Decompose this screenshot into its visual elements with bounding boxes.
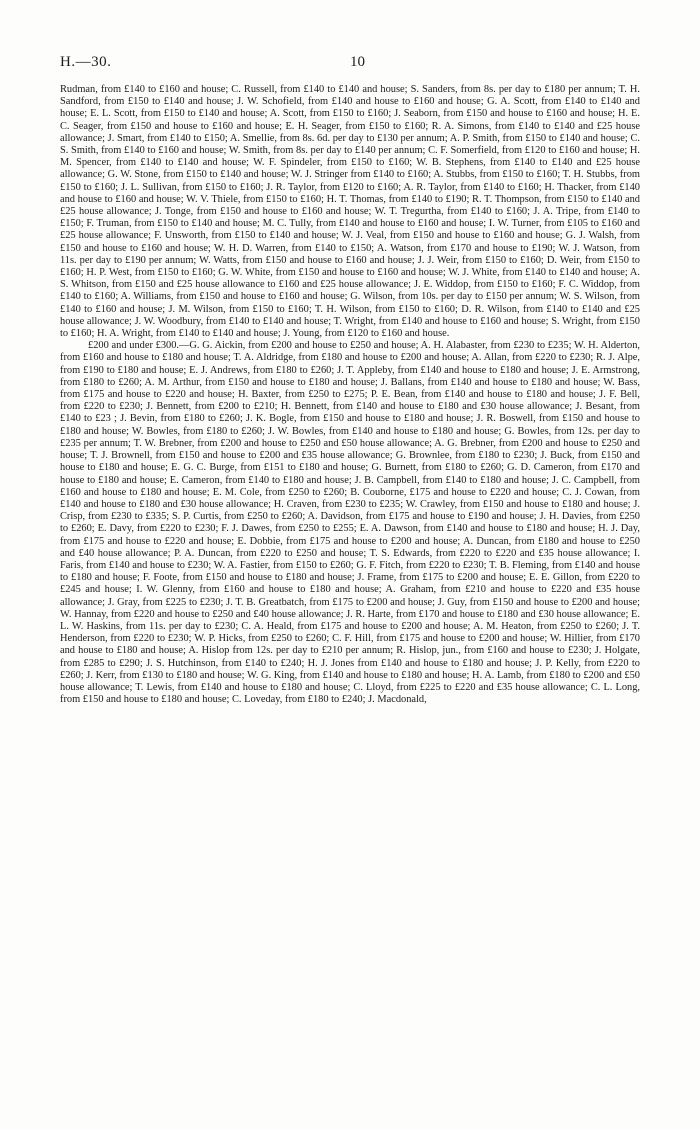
- paragraph-continued: Rudman, from £140 to £160 and house; C. Russell, from £140 to £140 and house; S. Sanders, from 8s. per day to £180 per annum; T. H. Sandford, from £150 to £140 and house; J. W. Schofield, from £140 and house to £160 and house; G. A. Scott, from £140 to £140 and house; E. L. Scott, from £150 to £140 and house; A. Scott, from £150 to £160; J. Seaborn, from £150 and house to £160 and house; H. E. C. Seager, from £150 and house to £160 and house; E. H. Seager, from £150 to £160; R. A. Simons, from £140 to £140 and £25 house allowance; J. Smart, from £140 to £150; A. Smellie, from 8s. 6d. per day to £130 per annum; A. P. Smith, from £150 to £140 and house; C. S. Smith, from £140 to £160 and house; W. Smith, from 8s. per day to £140 per annum; C. F. Somerfield, from £120 to £160 and house; H. M. Spencer, from £140 to £140 and house; W. F. Spindeler, from £150 to £160; W. B. Stephens, from £140 to £140 and £25 house allowance; G. W. Stone, from £150 to £140 and house; W. J. Stringer from £140 to £160; A. Stubbs, from £150 to £160; T. H. Stubbs, from £150 to £160; J. L. Sullivan, from £150 to £160; J. R. Taylor, from £120 to £160; A. R. Taylor, from £140 to £160; H. Thacker, from £140 and house to £160 and house; W. V. Thiele, from £150 to £160; H. T. Thomas, from £140 to £190; R. T. Thompson, from £150 to £140 and £25 house allowance; J. Tonge, from £150 and house to £160 and house; W. T. Tregurtha, from £140 to £160; J. A. Tripe, from £140 to £150; F. Truman, from £150 to £140 and house; M. C. Tully, from £140 and house to £160 and house; I. W. Turner, from £105 to £160 and £25 house allowance; F. Unsworth, from £150 to £140 and house; W. J. Veal, from £150 and house to £160 and house; G. J. Walsh, from £150 and house to £160 and house; W. H. D. Warren, from £140 to £150; A. Watson, from £170 and house to £190; W. J. Watson, from 11s. per day to £190 per annum; W. Watts, from £150 and house to £160 and house; J. J. Weir, from £150 to £160; D. Weir, from £150 to £160; H. P. West, from £150 to £160; G. W. White, from £150 and house to £160 and house; W. J. White, from £140 to £140 and house; A. S. Whitson, from £150 and £25 house allowance to £160 and £25 house allowance; J. E. Widdop, from £150 to £160; F. C. Widdop, from £140 to £160; A. Williams, from £150 and house to £160 and house; G. Wilson, from 10s. per day to £150 per annum; W. S. Wilson, from £140 to £160 and house; J. M. Wilson, from £150 to £160; T. H. Wilson, from £150 to £160; D. R. Wilson, from £140 to £140 and £25 house allowance; J. W. Woodbury, from £140 to £140 and house; T. Wright, from £140 and house to £160 and house; S. Wright, from £150 to £160; H. A. Wright, from £140 to £140 and house; J. Young, from £120 to £160 and house.: [60, 84, 640, 340]
- page-number: 10: [350, 54, 365, 70]
- body-text: [60, 84, 640, 706]
- document-reference: H.—30.: [60, 54, 112, 70]
- paragraph-200-to-300: £200 and under £300.—G. G. Aickin, from £200 and house to £250 and house; A. H. Alabaster, from £230 to £235; W. H. Alderton, from £160 and house to £180 and house; T. A. Aldridge, from £180 and house to £200 and house; A. Allan, from £220 to £230; R. J. Alpe, from £190 to £180 and house; E. J. Andrews, from £180 to £260; J. T. Appleby, from £140 and house to £180 and house; J. E. Armstrong, from £180 to £260; A. M. Arthur, from £150 and house to £180 and house; J. Ballans, from £140 and house to £180 and house; W. Bass, from £175 and house to £220 and house; H. Baxter, from £250 to £275; P. E. Bean, from £140 and house to £180 and house; J. F. Bell, from £220 to £230; J. Bennett, from £200 to £210; H. Bennett, from £140 and house to £180 and £30 house allowance; J. Besant, from £140 to £23 ; J. Bevin, from £180 to £260; J. K. Bogle, from £150 and house to £180 and house; J. R. Boswell, from £150 and house to £180 and house; W. Bowles, from £180 to £260; J. W. Bowles, from £140 and house to £180 and house; G. Bowles, from 12s. per day to £235 per annum; T. W. Brebner, from £200 and house to £250 and £50 house allowance; A. G. Brebner, from £200 and house to £250 and house; T. J. Brownell, from £150 and house to £200 and £35 house allowance; G. Brownlee, from £180 to £230; J. Buck, from £150 and house to £180 and house; E. G. C. Burge, from £151 to £180 and house; G. Burnett, from £180 to £260; G. D. Cameron, from £170 and house to £180 and house; E. Cameron, from £140 to £180 and house; J. B. Campbell, from £140 to £180 and house; J. C. Campbell, from £160 and house to £180 and house; E. M. Cole, from £250 to £260; B. Couborne, £175 and house to £220 and house; C. J. Cowan, from £140 and house to £180 and £30 house allowance; H. Craven, from £230 to £235; W. Crawley, from £150 and house to £180 and house; J. Crisp, from £230 to £335; S. P. Curtis, from £250 to £260; A. Davidson, from £175 and house to £190 and house; J. H. Davies, from £250 to £260; E. Davy, from £220 to £230; F. J. Dawes, from £250 to £255; E. A. Dawson, from £140 and house to £180 and house; H. J. Day, from £175 and house to £220 and house; E. Dobbie, from £175 and house to £200 and house; A. Duncan, from £180 and house to £250 and £40 house allowance; P. A. Duncan, from £220 to £250 and house; T. S. Edwards, from £220 to £220 and £35 house allowance; I. Faris, from £140 and house to £230; W. A. Fastier, from £150 to £260; G. F. Fitch, from £220 to £230; T. B. Fleming, from £140 and house to £180 and house; F. Foote, from £150 and house to £180 and house; J. Frame, from £175 to £200 and house; E. E. Gillon, from £220 to £245 and house; I. W. Glenny, from £160 and house to £180 and house; A. Graham, from £210 and house to £220 and £35 house allowance; J. Gray, from £225 to £230; J. T. B. Greatbatch, from £175 to £200 and house; J. Guy, from £150 and house to £200 and house; W. Hannay, from £220 and house to £250 and £40 house allowance; J. R. Harte, from £170 and house to £180 and £30 house allowance; E. L. W. Haskins, from 11s. per day to £230; C. A. Heald, from £175 and house to £200 and house; A. M. Heaton, from £250 to £260; J. T. Henderson, from £220 to £230; W. P. Hicks, from £250 to £260; C. F. Hill, from £175 and house to £200 and house; W. Hillier, from £170 and house to £180 and house; A. Hislop from 12s. per day to £210 per annum; R. Hislop, jun., from £160 and house to £230; J. Holgate, from £285 to £290; J. S. Hutchinson, from £140 to £240; H. J. Jones from £140 and house to £180 and house; J. P. Kelly, from £220 to £260; J. Kerr, from £130 to £180 and house; W. G. King, from £140 and house to £180 and house; H. A. Lamb, from £180 to £200 and £50 house allowance; T. Lewis, from £140 and house to £180 and house; C. Lloyd, from £225 to £220 and £35 house allowance; C. L. Long, from £150 and house to £180 and house; C. Loveday, from £180 to £240; J. Macdonald,: [60, 340, 640, 706]
- page-header: [60, 54, 640, 76]
